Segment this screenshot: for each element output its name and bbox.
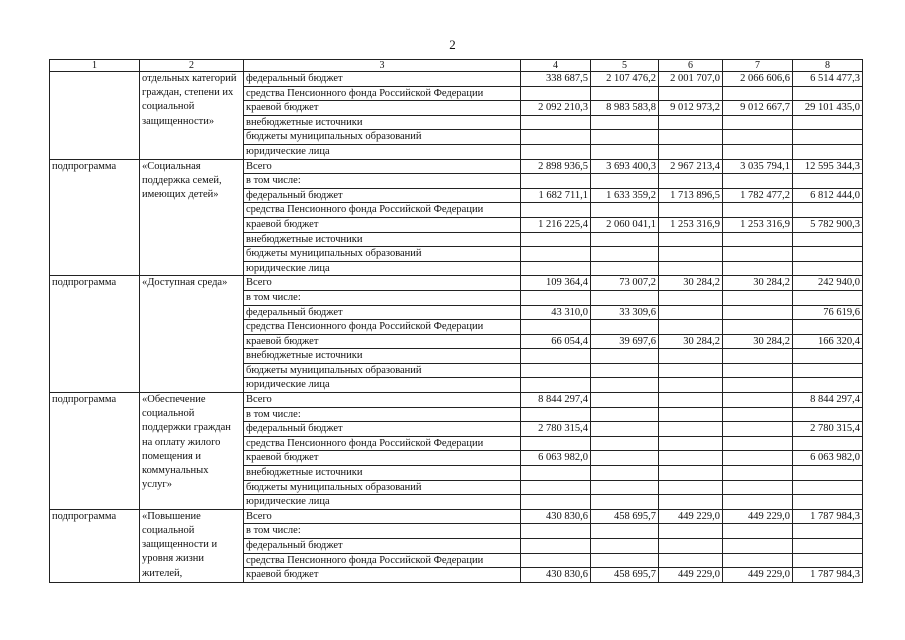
program-name-cell: «Обеспечение социальной поддержки граждан на оплату жилого помещения и коммунальных услуг» [140,393,244,510]
amount-cell: 430 830,6 [521,509,591,524]
amount-cell [521,466,591,481]
amount-cell: 449 229,0 [659,568,723,583]
amount-cell [591,393,659,408]
amount-cell: 66 054,4 [521,334,591,349]
funding-source-cell: федеральный бюджет [244,305,521,320]
amount-cell [659,290,723,305]
program-type-cell: подпрограмма [50,159,140,276]
amount-cell: 9 012 667,7 [723,101,793,116]
header-cell: 5 [591,60,659,72]
amount-cell: 30 284,2 [659,276,723,291]
amount-cell: 458 695,7 [591,509,659,524]
amount-cell [793,553,863,568]
funding-source-cell: федеральный бюджет [244,422,521,437]
amount-cell [793,144,863,159]
amount-cell [521,495,591,510]
amount-cell [793,86,863,101]
amount-cell [521,524,591,539]
amount-cell: 33 309,6 [591,305,659,320]
amount-cell: 2 092 210,3 [521,101,591,116]
amount-cell [659,495,723,510]
funding-source-cell: краевой бюджет [244,568,521,583]
amount-cell [793,203,863,218]
amount-cell [723,349,793,364]
amount-cell [723,422,793,437]
funding-source-cell: внебюджетные источники [244,466,521,481]
amount-cell [793,466,863,481]
amount-cell [659,320,723,335]
funding-source-cell: юридические лица [244,261,521,276]
program-name-cell: «Социальная поддержка семей, имеющих детей» [140,159,244,276]
amount-cell [659,436,723,451]
amount-cell [521,232,591,247]
amount-cell: 2 967 213,4 [659,159,723,174]
amount-cell: 30 284,2 [659,334,723,349]
amount-cell [521,174,591,189]
header-cell: 7 [723,60,793,72]
amount-cell [521,130,591,145]
amount-cell [793,436,863,451]
amount-cell: 8 983 583,8 [591,101,659,116]
amount-cell: 6 063 982,0 [521,451,591,466]
amount-cell [591,86,659,101]
page-number: 2 [449,37,456,52]
amount-cell [723,144,793,159]
program-type-cell: подпрограмма [50,276,140,393]
header-cell: 2 [140,60,244,72]
amount-cell [659,261,723,276]
amount-cell [723,378,793,393]
funding-source-cell: юридические лица [244,378,521,393]
amount-cell: 76 619,6 [793,305,863,320]
amount-cell: 9 012 973,2 [659,101,723,116]
table-row [50,393,863,408]
amount-cell [659,86,723,101]
amount-cell: 2 066 606,6 [723,72,793,87]
amount-cell [591,451,659,466]
amount-cell: 1 713 896,5 [659,188,723,203]
funding-source-cell: Всего [244,509,521,524]
amount-cell [591,407,659,422]
amount-cell: 1 787 984,3 [793,568,863,583]
table-body [50,60,863,583]
amount-cell [723,480,793,495]
amount-cell: 29 101 435,0 [793,101,863,116]
amount-cell: 43 310,0 [521,305,591,320]
amount-cell [793,247,863,262]
funding-source-cell: бюджеты муниципальных образований [244,130,521,145]
amount-cell [591,320,659,335]
amount-cell [659,115,723,130]
table-row [50,159,863,174]
amount-cell [591,553,659,568]
amount-cell: 8 844 297,4 [793,393,863,408]
amount-cell [659,144,723,159]
amount-cell [793,539,863,554]
funding-source-cell: в том числе: [244,174,521,189]
funding-source-cell: бюджеты муниципальных образований [244,480,521,495]
funding-source-cell: юридические лица [244,144,521,159]
amount-cell [591,495,659,510]
amount-cell [659,130,723,145]
amount-cell [793,174,863,189]
header-cell: 3 [244,60,521,72]
amount-cell: 30 284,2 [723,334,793,349]
amount-cell [521,363,591,378]
amount-cell: 1 216 225,4 [521,217,591,232]
funding-source-cell: средства Пенсионного фонда Российской Федерации [244,436,521,451]
amount-cell [521,378,591,393]
amount-cell [659,480,723,495]
funding-source-cell: федеральный бюджет [244,539,521,554]
amount-cell [591,422,659,437]
amount-cell [521,144,591,159]
amount-cell [591,524,659,539]
header-cell: 4 [521,60,591,72]
funding-source-cell: внебюджетные источники [244,232,521,247]
program-name-cell: отдельных категорий граждан, степени их социальной защищенности» [140,72,244,160]
financing-table [49,59,863,583]
amount-cell [723,495,793,510]
amount-cell [659,451,723,466]
amount-cell: 2 060 041,1 [591,217,659,232]
funding-source-cell: Всего [244,159,521,174]
amount-cell [659,539,723,554]
amount-cell: 3 693 400,3 [591,159,659,174]
amount-cell [723,290,793,305]
amount-cell: 2 780 315,4 [521,422,591,437]
amount-cell [591,261,659,276]
amount-cell [659,174,723,189]
amount-cell [521,115,591,130]
funding-source-cell: юридические лица [244,495,521,510]
amount-cell: 2 780 315,4 [793,422,863,437]
funding-source-cell: бюджеты муниципальных образований [244,363,521,378]
amount-cell [723,261,793,276]
amount-cell [521,261,591,276]
amount-cell [591,349,659,364]
funding-source-cell: в том числе: [244,524,521,539]
amount-cell [723,407,793,422]
amount-cell [659,553,723,568]
program-type-cell [50,72,140,160]
amount-cell [591,232,659,247]
amount-cell [659,363,723,378]
funding-source-cell: федеральный бюджет [244,188,521,203]
amount-cell: 2 107 476,2 [591,72,659,87]
amount-cell [521,349,591,364]
amount-cell: 430 830,6 [521,568,591,583]
amount-cell: 6 812 444,0 [793,188,863,203]
amount-cell [521,553,591,568]
amount-cell [591,115,659,130]
header-cell: 6 [659,60,723,72]
amount-cell [793,115,863,130]
amount-cell [723,115,793,130]
program-name-cell: «Доступная среда» [140,276,244,393]
header-cell: 8 [793,60,863,72]
amount-cell [793,524,863,539]
amount-cell [521,320,591,335]
amount-cell [723,524,793,539]
amount-cell [659,378,723,393]
funding-source-cell: Всего [244,276,521,291]
amount-cell [793,378,863,393]
amount-cell: 1 787 984,3 [793,509,863,524]
amount-cell [591,363,659,378]
amount-cell [521,247,591,262]
amount-cell [793,495,863,510]
amount-cell [659,466,723,481]
amount-cell [591,436,659,451]
amount-cell: 6 514 477,3 [793,72,863,87]
amount-cell: 1 782 477,2 [723,188,793,203]
amount-cell [723,86,793,101]
amount-cell: 449 229,0 [659,509,723,524]
amount-cell: 73 007,2 [591,276,659,291]
amount-cell [793,130,863,145]
funding-source-cell: федеральный бюджет [244,72,521,87]
funding-source-cell: в том числе: [244,407,521,422]
amount-cell: 1 633 359,2 [591,188,659,203]
amount-cell [659,349,723,364]
amount-cell [723,553,793,568]
funding-source-cell: средства Пенсионного фонда Российской Федерации [244,320,521,335]
funding-source-cell: внебюджетные источники [244,115,521,130]
amount-cell: 6 063 982,0 [793,451,863,466]
amount-cell [793,261,863,276]
amount-cell [723,539,793,554]
amount-cell [591,130,659,145]
funding-source-cell: средства Пенсионного фонда Российской Федерации [244,553,521,568]
amount-cell: 1 253 316,9 [659,217,723,232]
amount-cell: 109 364,4 [521,276,591,291]
amount-cell [793,363,863,378]
program-name-cell: «Повышение социальной защищенности и уровня жизни жителей, [140,509,244,582]
amount-cell: 30 284,2 [723,276,793,291]
amount-cell [793,480,863,495]
amount-cell [723,247,793,262]
funding-source-cell: краевой бюджет [244,334,521,349]
amount-cell [723,232,793,247]
amount-cell [521,203,591,218]
funding-source-cell: краевой бюджет [244,101,521,116]
funding-source-cell: средства Пенсионного фонда Российской Федерации [244,203,521,218]
table-row [50,276,863,291]
amount-cell [591,144,659,159]
amount-cell: 458 695,7 [591,568,659,583]
amount-cell [591,290,659,305]
header-cell: 1 [50,60,140,72]
amount-cell: 12 595 344,3 [793,159,863,174]
amount-cell: 166 320,4 [793,334,863,349]
amount-cell: 449 229,0 [723,568,793,583]
program-type-cell: подпрограмма [50,393,140,510]
amount-cell [659,203,723,218]
amount-cell [723,363,793,378]
amount-cell [659,407,723,422]
amount-cell [793,320,863,335]
amount-cell [793,407,863,422]
amount-cell [591,539,659,554]
funding-source-cell: средства Пенсионного фонда Российской Федерации [244,86,521,101]
amount-cell [723,320,793,335]
amount-cell [723,174,793,189]
amount-cell [659,422,723,437]
amount-cell [723,436,793,451]
funding-source-cell: краевой бюджет [244,451,521,466]
amount-cell [659,305,723,320]
amount-cell [659,232,723,247]
amount-cell [723,305,793,320]
amount-cell [521,480,591,495]
table-row [50,72,863,87]
amount-cell [591,378,659,393]
amount-cell [793,349,863,364]
amount-cell: 242 940,0 [793,276,863,291]
amount-cell [659,524,723,539]
amount-cell: 8 844 297,4 [521,393,591,408]
amount-cell: 2 898 936,5 [521,159,591,174]
amount-cell [521,407,591,422]
table-row [50,509,863,524]
amount-cell [521,539,591,554]
amount-cell: 338 687,5 [521,72,591,87]
amount-cell [659,393,723,408]
funding-source-cell: в том числе: [244,290,521,305]
funding-source-cell: Всего [244,393,521,408]
amount-cell [793,290,863,305]
amount-cell: 2 001 707,0 [659,72,723,87]
funding-source-cell: внебюджетные источники [244,349,521,364]
amount-cell: 5 782 900,3 [793,217,863,232]
program-type-cell: подпрограмма [50,509,140,582]
amount-cell [793,232,863,247]
amount-cell [591,247,659,262]
amount-cell [659,247,723,262]
amount-cell: 39 697,6 [591,334,659,349]
amount-cell: 449 229,0 [723,509,793,524]
amount-cell [521,436,591,451]
amount-cell [591,480,659,495]
amount-cell: 3 035 794,1 [723,159,793,174]
amount-cell [521,86,591,101]
amount-cell [591,203,659,218]
header-row [50,60,863,72]
amount-cell [591,466,659,481]
amount-cell: 1 253 316,9 [723,217,793,232]
amount-cell: 1 682 711,1 [521,188,591,203]
amount-cell [723,203,793,218]
amount-cell [723,130,793,145]
amount-cell [723,466,793,481]
funding-source-cell: краевой бюджет [244,217,521,232]
amount-cell [591,174,659,189]
amount-cell [521,290,591,305]
funding-source-cell: бюджеты муниципальных образований [244,247,521,262]
amount-cell [723,393,793,408]
amount-cell [723,451,793,466]
